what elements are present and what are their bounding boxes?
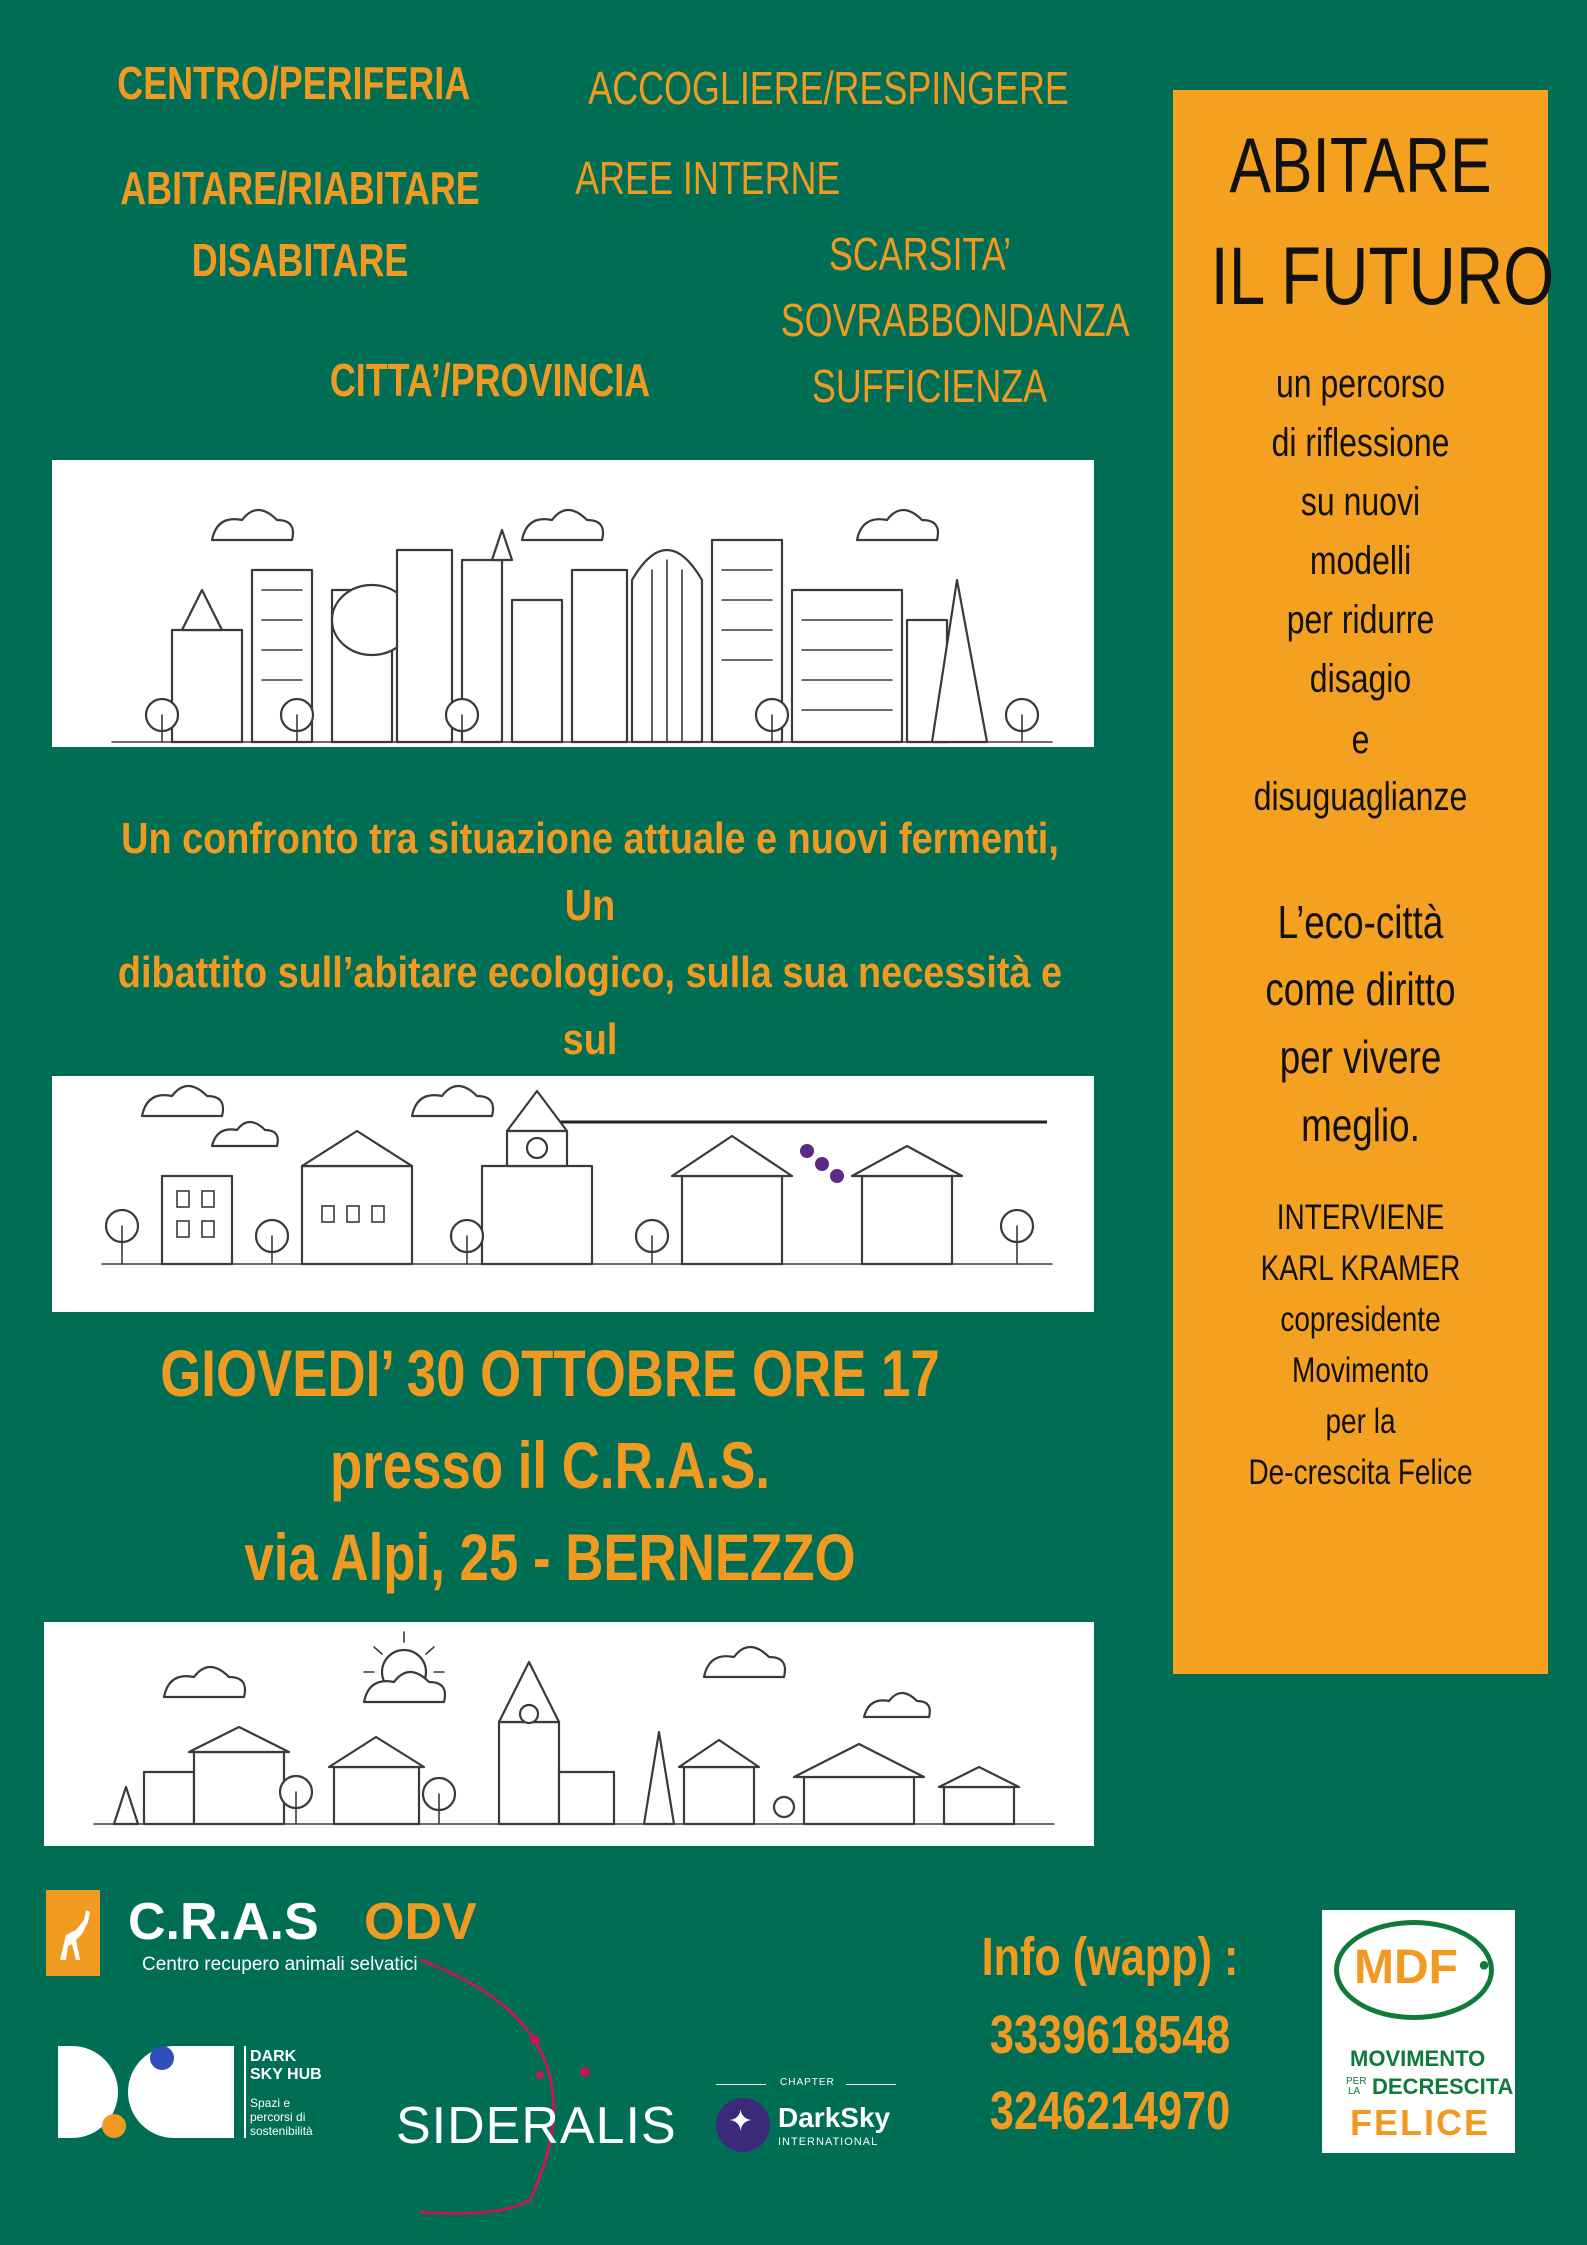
keyword-sufficienza: SUFFICIENZA (811, 360, 1048, 412)
dsh-name-2: SKY HUB (250, 2066, 322, 2083)
sideralis-arc-decoration (380, 1950, 620, 2220)
dsh-sub-1: Spazi e (250, 2096, 291, 2110)
speaker-line-2: KARL KRAMER (1260, 1249, 1461, 1288)
cras-odv: ODV (364, 1893, 477, 1951)
keyword-abitare-riabitare: ABITARE/RIABITARE (120, 162, 480, 214)
dsh-sub-2: percorsi di (250, 2110, 306, 2124)
sidebar-panel (1173, 90, 1555, 1674)
sidebar-eco-4: meglio. (1301, 1099, 1420, 1151)
sidebar-eco-1: L’eco-città (1277, 896, 1444, 948)
darksky-rule-right (846, 2084, 896, 2085)
city-skyline-illustration (52, 460, 1094, 747)
keyword-centro-periferia: CENTRO/PERIFERIA (117, 57, 471, 109)
dsh-name-1: DARK (250, 2048, 297, 2065)
sidebar-eco-3: per vivere (1279, 1031, 1442, 1083)
mdf-line-1: MOVIMENTO (1350, 2046, 1486, 2071)
keyword-aree-interne: AREE INTERNE (575, 152, 841, 204)
deer-icon (46, 1890, 100, 1976)
dsh-shape2-icon (128, 2046, 234, 2138)
bee-icon: ● (1478, 1954, 1491, 1976)
sidebar-desc-8: disuguaglianze (1253, 775, 1468, 819)
sidebar-title-line-2: IL FUTURO (1210, 231, 1555, 322)
event-date: GIOVEDI’ 30 OTTOBRE ORE 17 (160, 1336, 940, 1410)
info-phone-1: 3339618548 (989, 2005, 1231, 2065)
darksky-hub-logo (58, 2046, 358, 2146)
speaker-line-4: Movimento (1292, 1351, 1429, 1390)
info-phone-2: 3246214970 (989, 2081, 1231, 2141)
cras-subtitle: Centro recupero animali selvatici (142, 1954, 418, 1975)
sidebar-eco-2: come diritto (1265, 963, 1456, 1015)
mdf-logo (1322, 1910, 1515, 2153)
keyword-disabitare: DISABITARE (191, 234, 409, 286)
sidebar-desc-3: su nuovi (1300, 480, 1421, 524)
darksky-name: DarkSky (778, 2102, 891, 2133)
darksky-star-icon: ✦ (716, 2098, 770, 2152)
keyword-citta-provincia: CITTA’/PROVINCIA (329, 354, 651, 406)
keyword-scarsita: SCARSITA’ (828, 228, 1012, 280)
mdf-line-2: DECRESCITA (1372, 2074, 1514, 2099)
keyword-sovrabbondanza: SOVRABBONDANZA (780, 294, 1130, 346)
event-venue: presso il C.R.A.S. (329, 1428, 771, 1502)
darksky-international-logo (716, 2074, 906, 2154)
mdf-la: LA (1348, 2086, 1361, 2097)
sidebar-desc-2: di riflessione (1271, 421, 1450, 465)
speaker-line-3: copresidente (1280, 1300, 1441, 1339)
dsh-dot-blue-icon (150, 2046, 174, 2070)
darksky-chapter: CHAPTER (780, 2077, 835, 2088)
dsh-sub-3: sostenibilità (250, 2124, 313, 2138)
keyword-accogliere-respingere: ACCOGLIERE/RESPINGERE (588, 62, 1069, 114)
sidebar-desc-1: un percorso (1276, 362, 1445, 406)
event-address: via Alpi, 25 - BERNEZZO (244, 1520, 856, 1594)
village-illustration (44, 1622, 1094, 1846)
speaker-line-5: per la (1325, 1402, 1396, 1441)
intro-line-2: dibattito sull’abitare ecologico, sulla sua necessità e sul (117, 948, 1063, 1064)
sidebar-desc-6: disagio (1309, 657, 1412, 701)
sideralis-logo: SIDERALIS (396, 2097, 677, 2155)
dsh-divider (244, 2046, 246, 2138)
dsh-dot-orange-icon (102, 2114, 126, 2138)
info-label: Info (wapp) : (981, 1927, 1239, 1987)
mdf-line-3: FELICE (1350, 2102, 1491, 2143)
darksky-rule-left (716, 2084, 766, 2085)
intro-line-1: Un confronto tra situazione attuale e nuovi fermenti, Un (121, 814, 1059, 930)
speaker-line-6: De-crescita Felice (1248, 1453, 1473, 1492)
mdf-per: PER (1346, 2076, 1367, 2087)
darksky-intl: INTERNATIONAL (778, 2136, 879, 2148)
sidebar-desc-4: modelli (1309, 539, 1412, 583)
sidebar-desc-7: e (1351, 718, 1370, 762)
town-houses-illustration (52, 1076, 1094, 1312)
sidebar-desc-5: per ridurre (1286, 598, 1435, 642)
cras-name: C.R.A.S (128, 1893, 319, 1951)
speaker-line-1: INTERVIENE (1276, 1198, 1445, 1237)
mdf-initials: MDF (1354, 1941, 1458, 1994)
sidebar-title-line-1: ABITARE (1229, 121, 1492, 209)
